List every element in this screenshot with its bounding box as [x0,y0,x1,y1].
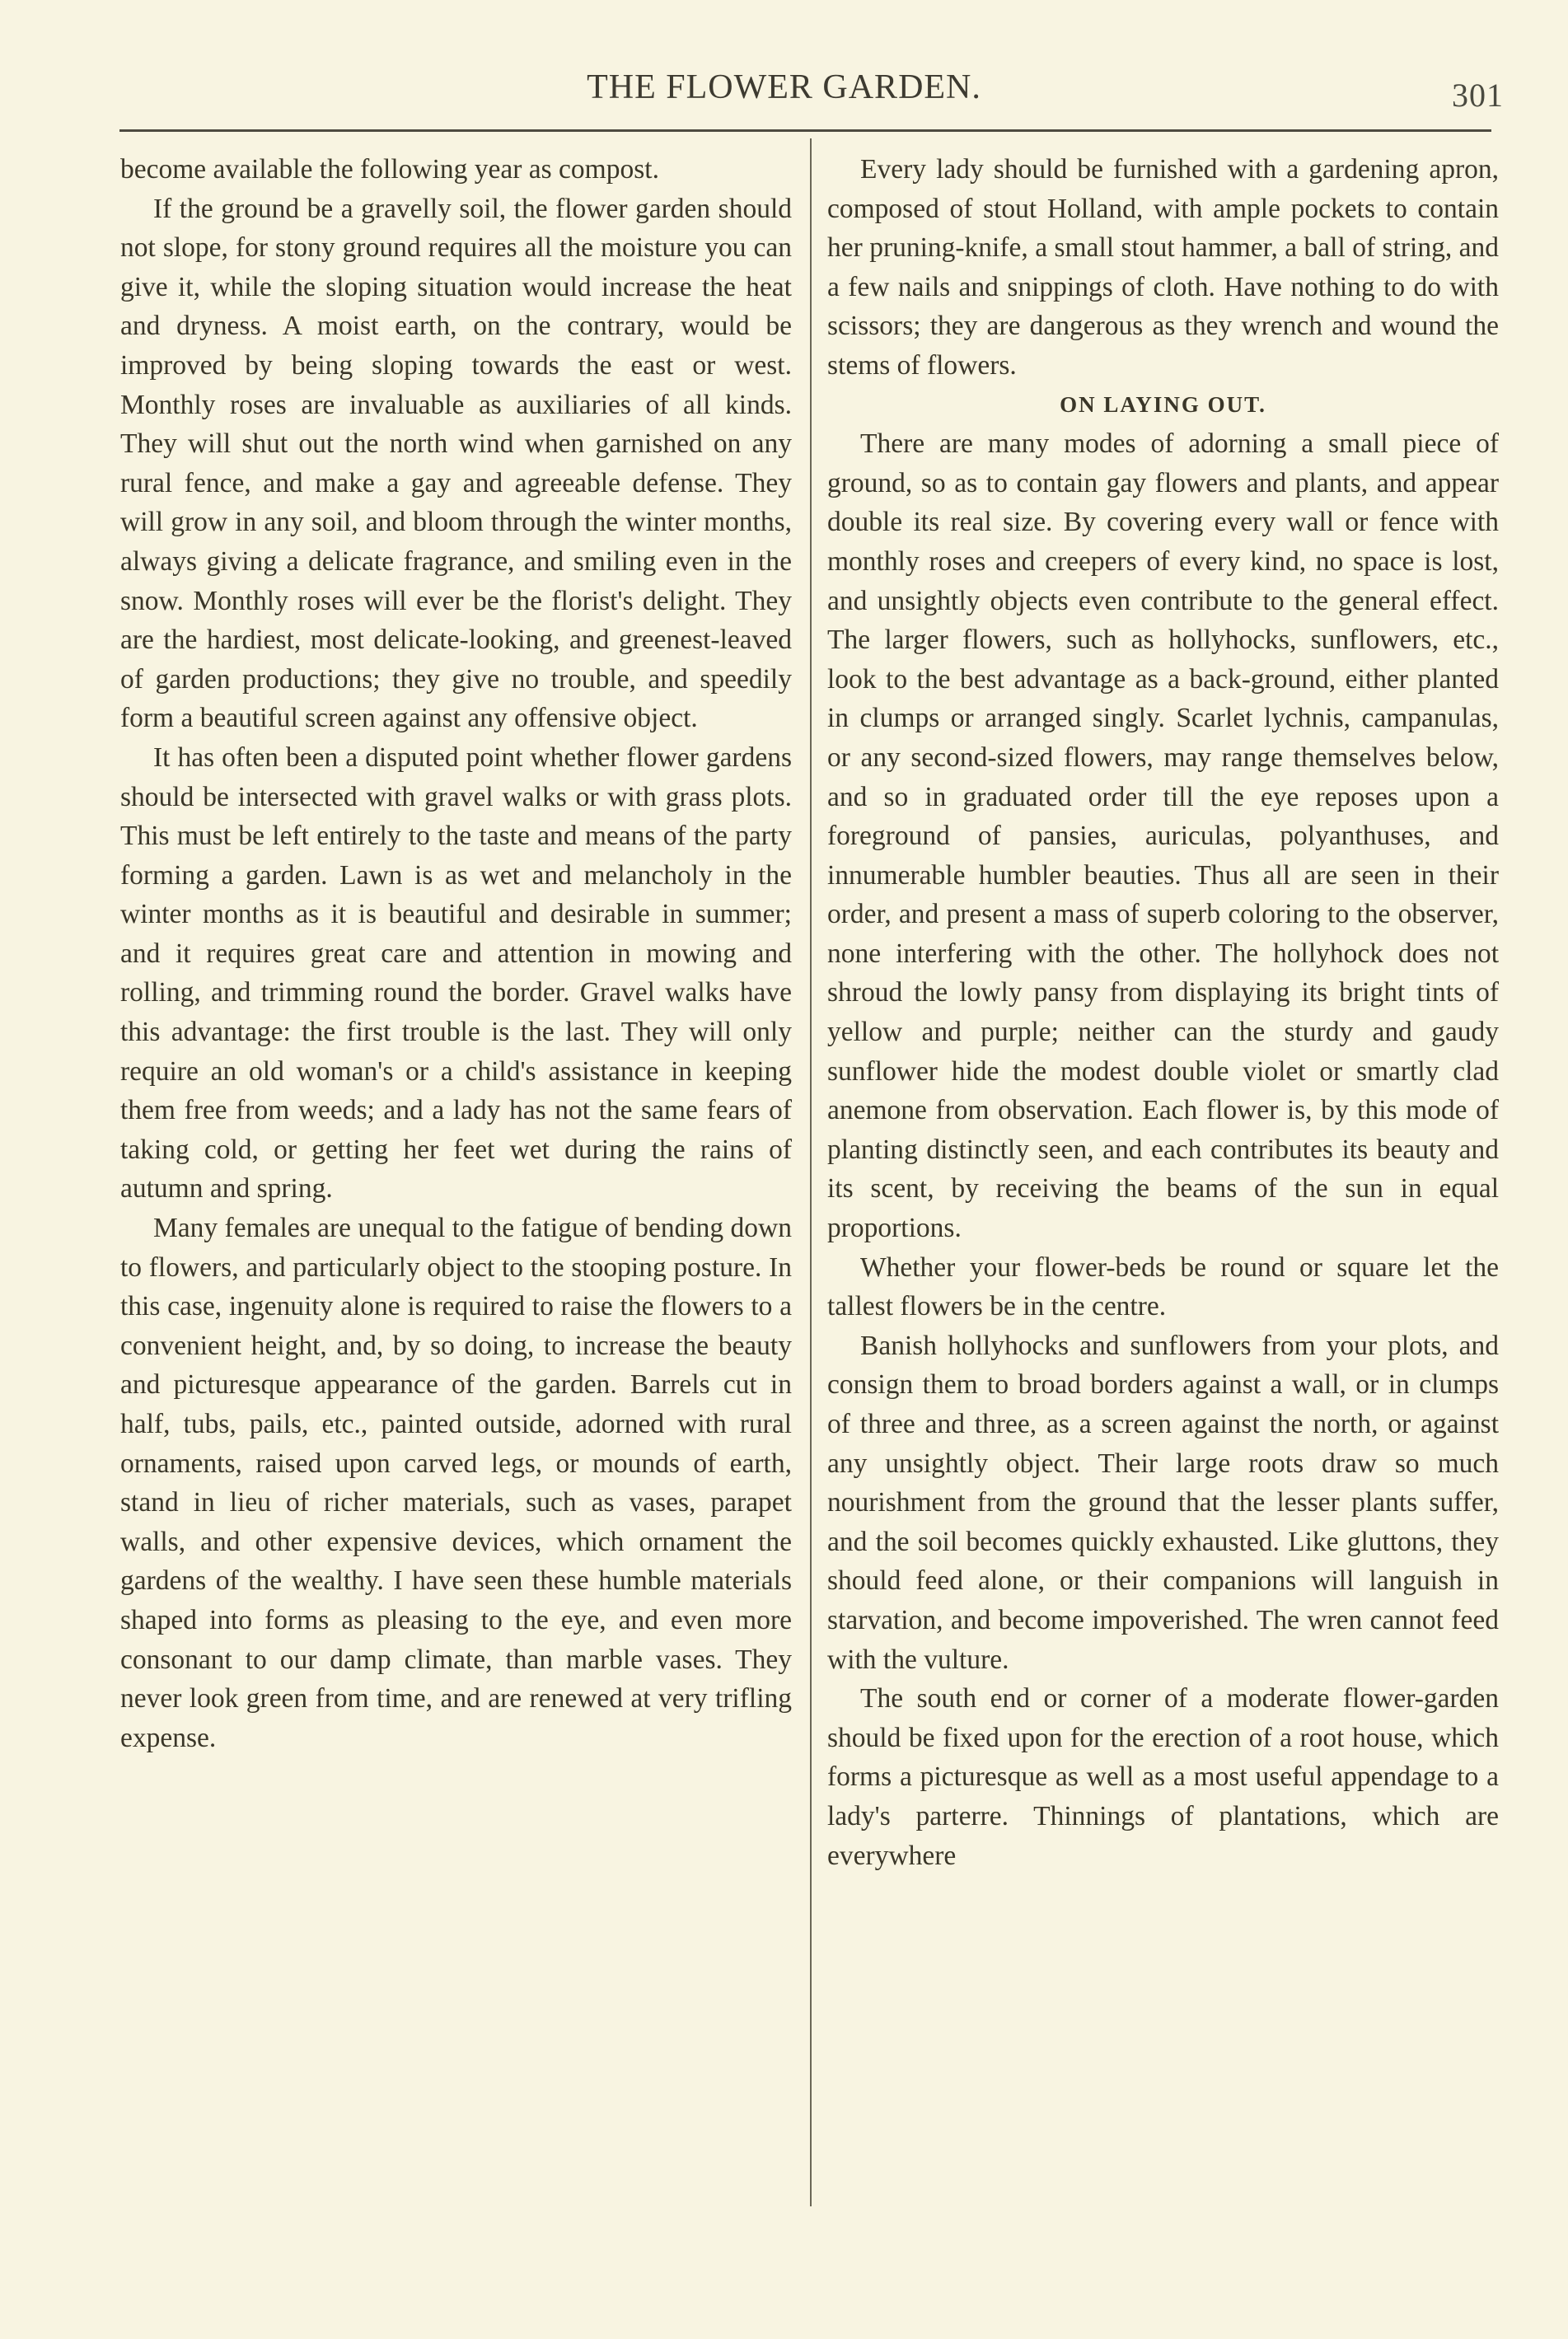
page-number: 301 [1452,77,1504,114]
header-rule [119,129,1491,132]
paragraph: There are many modes of adorning a small piece of ground, so as to contain gay flowers and plants, and appear double its real size. By covering every wall or fence with monthly roses and creepers of every kind, no space is lost, and unsightly objects even contribute to the general effect. The larger flowers, such as hollyhocks, sunflowers, etc., look to the best advantage as a back-ground, either planted in clumps or arranged singly. Scarlet lychnis, campanulas, or any second-sized flowers, may range themselves below, and so in graduated order till the eye reposes upon a foreground of pansies, auriculas, polyanthuses, and innumerable humbler beauties. Thus all are seen in their order, and present a mass of superb coloring to the observer, none interfering with the other. The hollyhock does not shroud the lowly pansy from displaying its bright tints of yellow and purple; neither can the sturdy and gaudy sunflower hide the modest double violet or smartly clad anemone from observation. Each flower is, by this mode of planting distinctly seen, and each contributes its beauty and its scent, by receiving the beams of the sun in equal proportions. [827,428,1499,1244]
paragraph: It has often been a disputed point whether flower gardens should be intersected with gravel walks or with grass plots. This must be left entirely to the taste and means of the party forming a garden. Lawn is as wet and melancholy in the winter months as it is beautiful and desirable in summer; and it requires great care and attention in mowing and rolling, and trimming round the border. Gravel walks have this advantage: the first trouble is the last. They will only require an old woman's or a child's assistance in keeping them free from weeds; and a lady has not the same fears of taking cold, or getting her feet wet during the rains of autumn and spring. [120,741,792,1205]
paragraph: become available the following year as compost. [120,154,659,185]
paragraph: If the ground be a gravelly soil, the flower garden should not slope, for stony ground requires all the moisture you can give it, while the sloping situation would increase the heat and dryness. A moist earth, on the contrary, would be improved by being sloping towards the east or west. Monthly roses are invaluable as auxiliaries of all kinds. They will shut out the north wind when garnished on any rural fence, and make a gay and agreeable defense. They will grow in any soil, and bloom through the winter months, always giving a delicate fragrance, and smiling even in the snow. Monthly roses will ever be the florist's delight. They are the hardiest, most delicate-looking, and greenest-leaved of garden productions; they give no trouble, and speedily form a beautiful screen against any offensive object. [120,193,792,734]
left-column [120,150,792,1757]
right-column [827,150,1499,1875]
running-title: THE FLOWER GARDEN. [587,68,981,106]
paragraph: Banish hollyhocks and sunflowers from your plots, and consign them to broad borders against a wall, or in clumps of three and three, as a screen against the north, or against any unsightly object. Their large roots draw so much nourishment from the ground that the lesser plants suffer, and the soil becomes quickly exhausted. Like gluttons, they should feed alone, or their companions will languish in starvation, and become impoverished. The wren cannot feed with the vulture. [827,1330,1499,1675]
paragraph: Whether your flower-beds be round or square let the tallest flowers be in the centre. [827,1251,1499,1322]
column-divider [810,138,812,2206]
paragraph: Many females are unequal to the fatigue of bending down to flowers, and particularly object to the stooping posture. In this case, ingenuity alone is required to raise the flowers to a convenient height, and, by so doing, to increase the beauty and picturesque appearance of the garden. Barrels cut in half, tubs, pails, etc., painted outside, adorned with rural ornaments, raised upon carved legs, or mounds of earth, stand in lieu of richer materials, such as vases, parapet walls, and other expensive devices, which ornament the gardens of the wealthy. I have seen these humble materials shaped into forms as pleasing to the eye, and even more consonant to our damp climate, than marble vases. They never look green from time, and are renewed at very trifling expense. [120,1213,792,1753]
paragraph: Every lady should be furnished with a gardening apron, composed of stout Holland, with ample pockets to contain her pruning-knife, a small stout hammer, a ball of string, and a few nails and snippings of cloth. Have nothing to do with scissors; they are dangerous as they wrench and wound the stems of flowers. [827,154,1499,381]
paragraph: The south end or corner of a moderate flower-garden should be fixed upon for the erection of a root house, which forms a picturesque as well as a most useful appendage to a lady's parterre. Thinnings of plantations, which are everywhere [827,1683,1499,1871]
section-heading: ON LAYING OUT. [1060,391,1266,417]
